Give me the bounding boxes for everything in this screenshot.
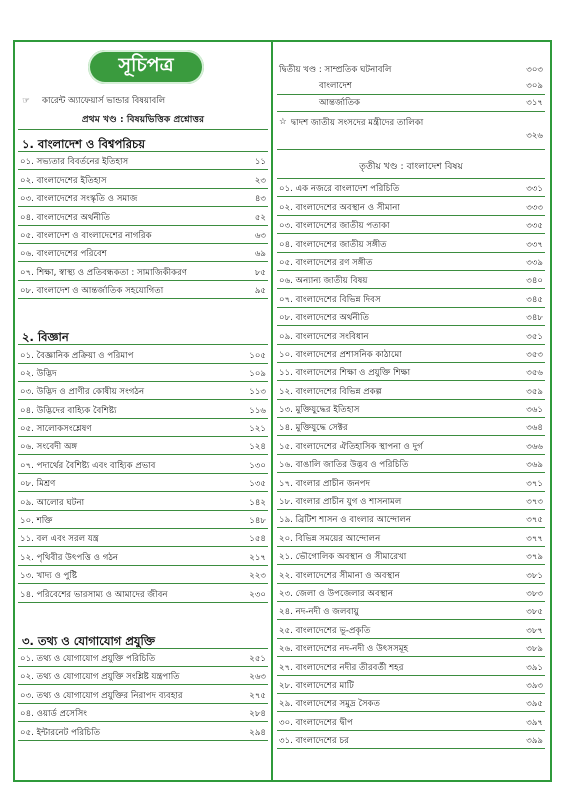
toc-entry xyxy=(18,152,268,170)
toc-entry xyxy=(277,528,545,546)
toc-entry-title: ০২. বাংলাদেশের ইতিহাস xyxy=(20,175,107,186)
toc-entry-page: ৩৬৬ xyxy=(526,441,543,452)
toc-entry-title: ০২. উদ্ভিদ xyxy=(20,368,57,379)
toc-entry xyxy=(18,584,268,602)
toc-entry xyxy=(18,437,268,455)
toc-entry-title: ২৩. জেলা ও উপজেলার অবস্থান xyxy=(279,588,394,599)
toc-entry xyxy=(277,547,545,565)
toc-entry-page: ১০৫ xyxy=(249,350,266,361)
khand-2-page: ৩০৩ xyxy=(526,65,543,75)
toc-entry-title: ০৬. সংবেদী অঙ্গ xyxy=(20,442,78,453)
toc-entry-page: ৩৩১ xyxy=(526,184,543,195)
toc-entry-page: ৩৮৩ xyxy=(526,588,543,599)
minister-list-entry xyxy=(277,112,545,150)
toc-entry xyxy=(18,704,268,722)
sub-entry-title: আন্তর্জাতিক xyxy=(319,98,361,108)
toc-entry xyxy=(18,667,268,685)
toc-entry xyxy=(277,363,545,381)
right-items xyxy=(277,179,545,749)
sub-entry-title: বাংলাদেশ xyxy=(319,81,352,91)
toc-entry-title: ০৩. বাংলাদেশের সংস্কৃতি ও সমাজ xyxy=(20,194,138,205)
toc-entry-page: ৩৫১ xyxy=(526,331,543,342)
toc-entry-title: ২২. বাংলাদেশের সীমানা ও অবস্থান xyxy=(279,570,400,581)
toc-entry-title: ১৩. খাদ্য ও পুষ্টি xyxy=(20,571,78,582)
toc-entry-title: ২৫. বাংলাদেশের ভূ-প্রকৃতি xyxy=(279,625,371,636)
toc-entry-page: ৩৩৯ xyxy=(526,257,543,268)
right-column xyxy=(277,62,545,749)
toc-entry-title: ০৩. তথ্য ও যোগাযোগ প্রযুক্তির নিরাপদ ব্যবহার xyxy=(20,690,183,701)
toc-entry xyxy=(18,226,268,244)
toc-entry xyxy=(18,207,268,225)
toc-entry xyxy=(277,620,545,638)
toc-entry-title: ০৭. শিক্ষা, স্বাস্থ্য ও প্রতিবন্ধকতা : সামাজিকীকরণ xyxy=(20,267,187,278)
toc-entry-title: ০৪. ওয়ার্ড প্রসেসিং xyxy=(20,709,87,720)
toc-entry xyxy=(277,436,545,454)
toc-entry-title: ০৫. বাংলাদেশের রণ সঙ্গীত xyxy=(279,257,373,268)
toc-entry xyxy=(277,473,545,491)
toc-entry-page: ২৫১ xyxy=(249,653,266,664)
toc-entry-page: ৩৩৩ xyxy=(526,202,543,213)
toc-entry-title: ০৪. উদ্ভিদের বাহ্যিক বৈশিষ্ট্য xyxy=(20,405,117,416)
toc-entry xyxy=(277,602,545,620)
toc-entry-title: ১৮. বাংলার প্রাচীন যুগ ও শাসনামল xyxy=(279,497,402,508)
toc-entry-title: ০৭. পদার্থের বৈশিষ্ট্য এবং বাহ্যিক প্রভাব xyxy=(20,460,156,471)
toc-entry xyxy=(277,418,545,436)
toc-entry-title: ০৯. বাংলাদেশের সংবিধান xyxy=(279,331,369,342)
toc-entry xyxy=(277,253,545,271)
toc-entry-title: ১২. বাংলাদেশের বিভিন্ন প্রকল্প xyxy=(279,386,382,397)
toc-entry xyxy=(18,722,268,740)
toc-entry-page: ১০৯ xyxy=(249,368,266,379)
toc-entry-page: ৬৩ xyxy=(254,230,266,241)
toc-entry-page: ৩৬৯ xyxy=(526,460,543,471)
toc-entry xyxy=(277,731,545,749)
toc-entry-title: ০৫. বাংলাদেশ ও বাংলাদেশের নাগরিক xyxy=(20,230,152,241)
toc-entry-title: ০৪. বাংলাদেশের জাতীয় সঙ্গীত xyxy=(279,239,387,250)
toc-entry-page: ৩৮১ xyxy=(526,570,543,581)
khand-heading-1: প্রথম খণ্ড : বিষয়ভিত্তিক প্রশ্নোত্তর xyxy=(18,110,268,130)
toc-entry xyxy=(277,289,545,307)
toc-entry-title: ০৬. অন্যান্য জাতীয় বিষয় xyxy=(279,276,368,287)
toc-entry-page: ৬৯ xyxy=(254,249,266,260)
toc-entry-title: ০১. তথ্য ও যোগাযোগ প্রযুক্তি পরিচিতি xyxy=(20,653,156,664)
toc-entry-title: ২৬. বাংলাদেশের নদ-নদী ও উৎসসমূহ xyxy=(279,644,409,655)
toc-entry xyxy=(277,639,545,657)
toc-entry xyxy=(18,262,268,280)
toc-entry-title: ০১. সভ্যতার বিবর্তনের ইতিহাস xyxy=(20,157,129,168)
toc-entry-title: ০২. তথ্য ও যোগাযোগ প্রযুক্তি সংশ্লিষ্ট যন্ত্রপাতি xyxy=(20,672,180,683)
toc-entry xyxy=(18,455,268,473)
toc-entry xyxy=(18,492,268,510)
toc-entry xyxy=(277,400,545,418)
toc-entry-page: ৩৩৫ xyxy=(526,221,543,232)
toc-entry-page: ১২১ xyxy=(249,424,266,435)
toc-entry xyxy=(18,547,268,565)
toc-entry xyxy=(277,584,545,602)
toc-entry-title: ১৪. পরিবেশের ভারসাম্য ও আমাদের জীবন xyxy=(20,589,168,600)
toc-entry xyxy=(18,400,268,418)
toc-entry xyxy=(277,179,545,197)
pointing-hand-icon: ☞ xyxy=(22,96,30,106)
toc-entry-title: ০১. বৈজ্ঞানিক প্রক্রিয়া ও পরিমাপ xyxy=(20,350,134,361)
toc-entry-title: ১২. পৃথিবীর উৎপত্তি ও গঠন xyxy=(20,552,119,563)
toc-entry-page: ৩৮৭ xyxy=(526,625,543,636)
note-line xyxy=(18,92,268,110)
toc-entry-page: ৩৭৫ xyxy=(526,515,543,526)
toc-entry xyxy=(277,492,545,510)
toc-entry xyxy=(277,326,545,344)
toc-entry-title: ০৯. আলোর ঘটনা xyxy=(20,497,85,508)
note-text: কারেন্ট অ্যাফেয়ার্স ভান্ডার বিষয়াবলি xyxy=(42,96,166,106)
toc-entry-page: ৩৬১ xyxy=(526,405,543,416)
toc-entry-page: ২৩০ xyxy=(249,589,266,600)
toc-entry xyxy=(18,364,268,382)
toc-entry-page: ৩৯৯ xyxy=(526,736,543,747)
toc-entry-page: ৩৮৫ xyxy=(526,607,543,618)
toc-entry-title: ৩০. বাংলাদেশের দ্বীপ xyxy=(279,717,353,728)
toc-entry-page: ২৮৪ xyxy=(249,709,266,720)
toc-entry-page: ৩৬৪ xyxy=(526,423,543,434)
khand-2-entry xyxy=(277,62,545,78)
toc-entry-page: ৩৯৩ xyxy=(526,680,543,691)
toc-entry-page: ৩৭৭ xyxy=(526,533,543,544)
section-gap xyxy=(18,603,268,627)
column-divider xyxy=(271,40,273,782)
toc-entry-page: ২১৭ xyxy=(249,552,266,563)
page-title: সূচিপত্র xyxy=(88,50,204,84)
toc-entry-title: ১৫. বাংলাদেশের ঐতিহাসিক স্থাপনা ও দুর্গ xyxy=(279,441,423,452)
toc-entry xyxy=(18,281,268,299)
toc-entry xyxy=(277,455,545,473)
toc-entry-title: ০২. বাংলাদেশের অবস্থান ও সীমানা xyxy=(279,202,400,213)
toc-entry-page: ২৯৪ xyxy=(249,727,266,738)
toc-entry-page: ৪৩ xyxy=(254,194,266,205)
toc-entry-page: ২৭৫ xyxy=(249,690,266,701)
toc-entry-page: ১৪৮ xyxy=(249,516,266,527)
toc-entry-title: ১৬. বাঙালি জাতির উদ্ভব ও পরিচিতি xyxy=(279,460,409,471)
toc-entry xyxy=(277,216,545,234)
khand-heading-3: তৃতীয় খণ্ড : বাংলাদেশ বিষয় xyxy=(277,156,545,179)
toc-entry-title: ২৯. বাংলাদেশের সমুদ্র সৈকত xyxy=(279,699,380,710)
toc-entry-page: ৩৮৯ xyxy=(526,644,543,655)
toc-entry xyxy=(18,685,268,703)
toc-entry-title: ২৭. বাংলাদেশের নদীর তীরবর্তী শহর xyxy=(279,662,404,673)
toc-entry-page: ৩৫৯ xyxy=(526,386,543,397)
toc-entry xyxy=(277,510,545,528)
toc-entry-page: ৩৪০ xyxy=(526,276,543,287)
toc-entry-page: ১৩০ xyxy=(249,460,266,471)
toc-entry xyxy=(277,565,545,583)
toc-entry xyxy=(277,234,545,252)
toc-entry-title: ২১. ভৌগোলিক অবস্থান ও সীমারেখা xyxy=(279,552,407,563)
toc-entry-title: ১৪. মুক্তিযুদ্ধে সেক্টর xyxy=(279,423,348,434)
section-gap xyxy=(18,299,268,323)
toc-entry-page: ৩৪৫ xyxy=(526,294,543,305)
toc-entry-page: ৩৪৮ xyxy=(526,313,543,324)
toc-entry-page: ৮৫ xyxy=(254,267,266,278)
toc-entry-page: ৩৭৩ xyxy=(526,497,543,508)
toc-entry-page: ৩৯৫ xyxy=(526,699,543,710)
toc-entry xyxy=(18,170,268,188)
toc-entry xyxy=(277,345,545,363)
toc-entry-title: ০৬. বাংলাদেশের পরিবেশ xyxy=(20,249,107,260)
toc-entry-title: ৩১. বাংলাদেশের চর xyxy=(279,736,349,747)
toc-entry-page: ২৩ xyxy=(254,175,266,186)
toc-entry-title: ০৭. বাংলাদেশের বিভিন্ন দিবস xyxy=(279,294,381,305)
toc-entry-title: ০৫. ইন্টারনেট পরিচিতি xyxy=(20,727,101,738)
left-column xyxy=(18,92,268,741)
toc-entry xyxy=(277,197,545,215)
toc-entry-page: ১১৬ xyxy=(249,405,266,416)
toc-entry-page: ৩৯১ xyxy=(526,662,543,673)
toc-entry-page: ২৬৩ xyxy=(249,672,266,683)
toc-entry-title: ০৩. উদ্ভিদ ও প্রাণীর কোষীয় সংগঠন xyxy=(20,387,145,398)
toc-entry-page: ১৪২ xyxy=(249,497,266,508)
toc-entry-page: ৩৩৭ xyxy=(526,239,543,250)
toc-entry-title: ২০. বিভিন্ন সময়ের আন্দোলন xyxy=(279,533,381,544)
sub-entry-bangladesh xyxy=(277,78,545,95)
toc-entry-page: ১৫৪ xyxy=(249,534,266,545)
toc-entry-page: ৯৫ xyxy=(254,286,266,297)
toc-entry xyxy=(277,381,545,399)
toc-entry xyxy=(277,271,545,289)
toc-entry xyxy=(18,649,268,667)
toc-entry-page: ১১৩ xyxy=(249,387,266,398)
toc-entry xyxy=(18,419,268,437)
toc-entry-title: ২৮. বাংলাদেশের মাটি xyxy=(279,680,354,691)
toc-entry-title: ০৪. বাংলাদেশের অর্থনীতি xyxy=(20,212,110,223)
toc-entry-title: ০৫. সালোকসংশ্লেষণ xyxy=(20,424,92,435)
toc-entry-title: ০৮. মিশ্রণ xyxy=(20,479,56,490)
toc-entry-title: ১০. শক্তি xyxy=(20,516,53,527)
toc-entry-title: ১৯. ব্রিটিশ শাসন ও বাংলার আন্দোলন xyxy=(279,515,412,526)
toc-entry-title: ২৪. নদ-নদী ও জলবায়ু xyxy=(279,607,359,618)
toc-entry xyxy=(18,511,268,529)
toc-entry xyxy=(277,712,545,730)
section-heading: ৩. তথ্য ও যোগাযোগ প্রযুক্তি xyxy=(18,627,268,649)
toc-entry xyxy=(18,566,268,584)
toc-entry xyxy=(277,694,545,712)
toc-entry-page: ১৩৫ xyxy=(249,479,266,490)
sub-entry-page: ৩০৯ xyxy=(526,81,543,91)
toc-entry-page: ৩৭৯ xyxy=(526,552,543,563)
toc-entry-title: ০৩. বাংলাদেশের জাতীয় পতাকা xyxy=(279,221,390,232)
toc-entry-page: ৩৫৬ xyxy=(526,368,543,379)
toc-entry xyxy=(277,308,545,326)
toc-entry-page: ২২৩ xyxy=(249,571,266,582)
star-icon: ☆ xyxy=(279,117,287,127)
toc-entry xyxy=(18,244,268,262)
toc-entry xyxy=(18,474,268,492)
sub-entry-international xyxy=(277,95,545,112)
minister-list-page: ৩২৬ xyxy=(526,131,543,141)
toc-entry xyxy=(18,529,268,547)
toc-entry xyxy=(277,657,545,675)
left-sections xyxy=(18,130,268,741)
toc-entry-page: ১২৪ xyxy=(249,442,266,453)
toc-entry-page: ৩৭১ xyxy=(526,478,543,489)
toc-entry-page: ৫২ xyxy=(254,212,266,223)
toc-entry-page: ১১ xyxy=(254,157,266,168)
toc-entry-title: ০১. এক নজরে বাংলাদেশ পরিচিতি xyxy=(279,184,400,195)
sub-entry-page: ৩১৭ xyxy=(526,98,543,108)
toc-entry-title: ১৩. মুক্তিযুদ্ধের ইতিহাস xyxy=(279,405,360,416)
toc-entry-page: ৩৯৭ xyxy=(526,717,543,728)
minister-list-title: দ্বাদশ জাতীয় সংসদের মন্ত্রীদের তালিকা xyxy=(291,118,424,128)
toc-entry-title: ১০. বাংলাদেশের প্রশাসনিক কাঠামো xyxy=(279,349,402,360)
toc-entry-title: ১৭. বাংলার প্রাচীন জনপদ xyxy=(279,478,370,489)
toc-entry xyxy=(18,345,268,363)
toc-entry xyxy=(18,382,268,400)
toc-entry-page: ৩৫৩ xyxy=(526,349,543,360)
section-heading: ১. বাংলাদেশ ও বিশ্বপরিচয় xyxy=(18,130,268,152)
toc-entry-title: ০৮. বাংলাদেশের অর্থনীতি xyxy=(279,313,369,324)
toc-entry-title: ১১. বল এবং সরল যন্ত্র xyxy=(20,534,99,545)
section-heading: ২. বিজ্ঞান xyxy=(18,323,268,345)
toc-entry xyxy=(277,676,545,694)
toc-entry xyxy=(18,189,268,207)
toc-entry-title: ০৮. বাংলাদেশ ও আন্তর্জাতিক সহযোগিতা xyxy=(20,286,164,297)
khand-2-title: দ্বিতীয় খণ্ড : সাম্প্রতিক ঘটনাবলি xyxy=(279,65,392,75)
toc-entry-title: ১১. বাংলাদেশের শিক্ষা ও প্রযুক্তি শিক্ষা xyxy=(279,368,411,379)
